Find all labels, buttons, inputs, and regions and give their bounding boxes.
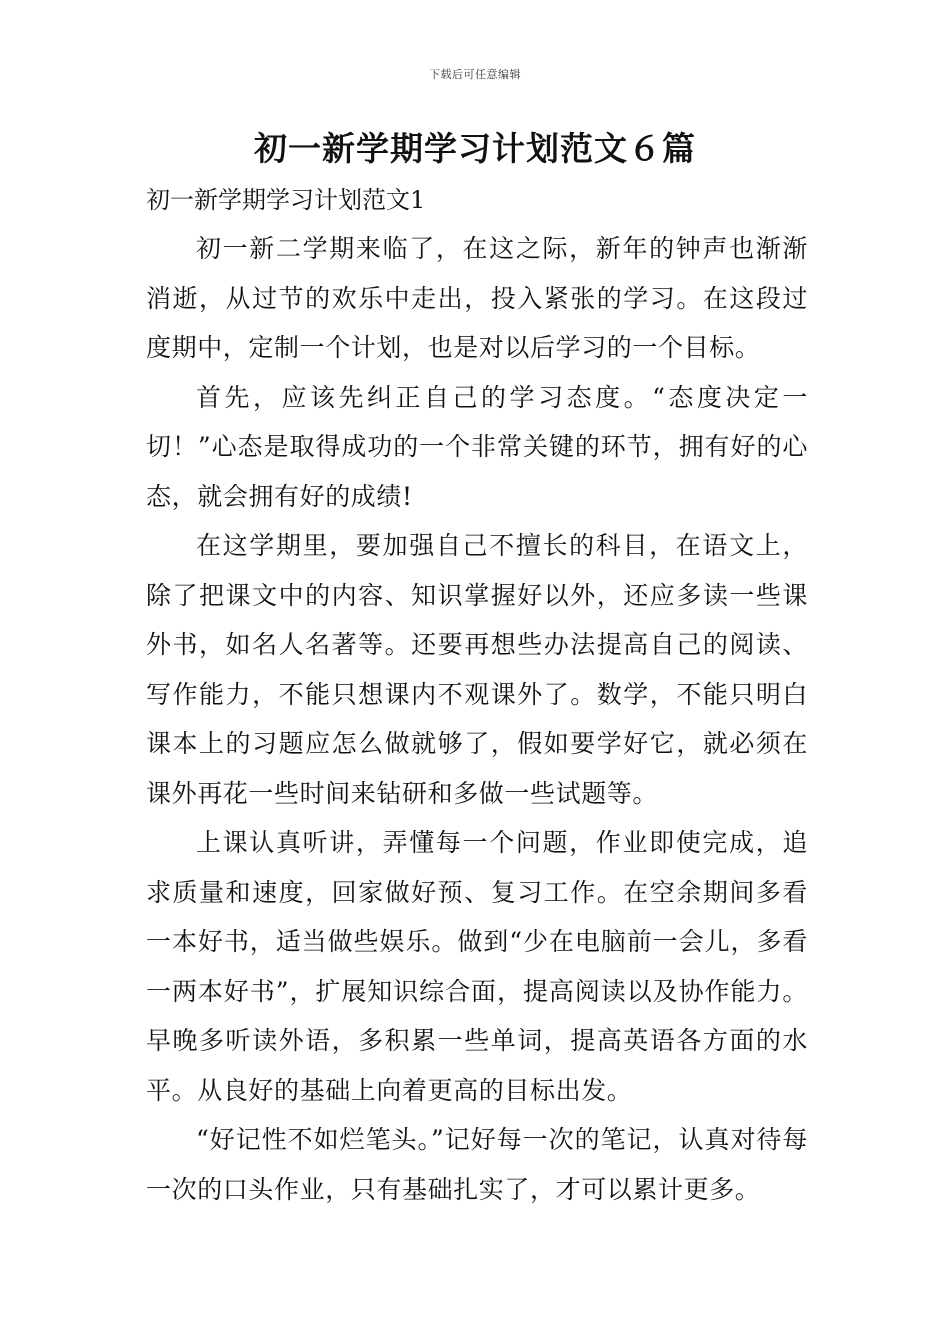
document-title: 初一新学期学习计划范文６篇 [254,129,696,168]
paragraph: “好记性不如烂笔头。”记好每一次的笔记，认真对待每一次的口头作业，只有基础扎实了，才可以累计更多。 [146,1125,808,1204]
paragraph: 在这学期里，要加强自己不擅长的科目，在语文上，除了把课文中的内容、知识掌握好以外，还应多读一些课外书，如名人名著等。还要再想些办法提高自己的阅读、写作能力，不能只想课内不观课外了。数学，不能只明白课本上的习题应怎么做就够了，假如要学好它，就必须在课外再花一些时间来钻研和多做一些试题等。 [146,531,808,808]
header-note: 下载后可任意编辑 [429,68,521,81]
paragraph: 首先，应该先纠正自己的学习态度。“态度决定一切！”心态是取得成功的一个非常关键的环节，拥有好的心态，就会拥有好的成绩! [146,382,808,511]
section-heading: 初一新学期学习计划范文1 [146,186,426,214]
paragraph: 初一新二学期来临了，在这之际，新年的钟声也渐渐消逝，从过节的欢乐中走出，投入紧张的学习。在这段过度期中，定制一个计划，也是对以后学习的一个目标。 [146,234,808,362]
body-text [146,224,808,1214]
paragraph: 上课认真听讲，弄懂每一个问题，作业即使完成，追求质量和速度，回家做好预、复习工作。在空余期间多看一本好书，适当做些娱乐。做到“少在电脑前一会儿，多看一两本好书”，扩展知识综合面，提高阅读以及协作能力。早晚多听读外语，多积累一些单词，提高英语各方面的水平。从良好的基础上向着更高的目标出发。 [146,828,808,1105]
